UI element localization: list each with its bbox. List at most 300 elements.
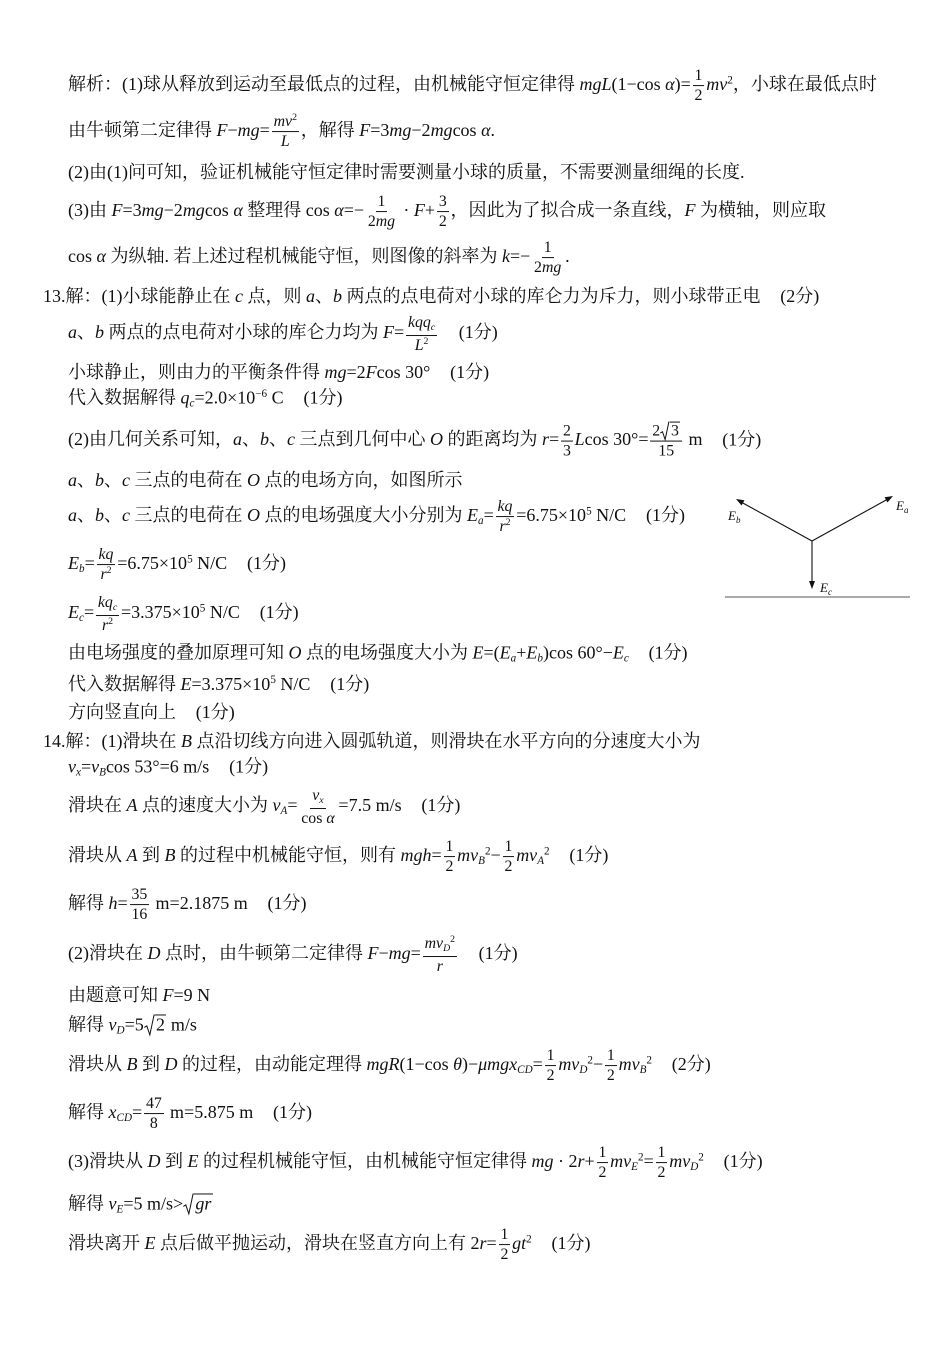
math-variable: A — [126, 845, 138, 866]
text-run: −2 — [163, 200, 183, 221]
text-run: = — [84, 553, 95, 574]
fraction-denominator — [532, 259, 563, 277]
text-run: = — [132, 1102, 143, 1123]
text-run: 三点的电荷在 — [130, 469, 247, 490]
fraction — [496, 498, 515, 536]
score-mark: (1分) — [450, 361, 490, 382]
math-variable: a — [233, 429, 242, 450]
score-mark: (1分) — [303, 387, 343, 408]
text-run: 2 — [445, 858, 454, 876]
text-run: = — [83, 602, 95, 623]
text-run: 代入数据解得 — [68, 673, 181, 694]
math-variable: mg — [389, 120, 412, 141]
math-variable: O — [430, 429, 443, 450]
math-variable: c — [122, 505, 130, 526]
solution-line — [68, 984, 210, 1007]
subscript: B — [639, 1064, 647, 1077]
field-label-eb-subscript: b — [735, 515, 741, 525]
text-run: 1 — [694, 67, 703, 85]
math-variable: L — [574, 429, 585, 450]
subscript: x — [76, 766, 81, 779]
text-run: 16 — [131, 906, 148, 924]
math-variable: mv — [558, 1054, 580, 1075]
radicand — [155, 1014, 167, 1035]
text-run: cos 53°=6 m/s — [105, 756, 210, 777]
math-variable: kqq — [407, 314, 431, 332]
text-run: N/C — [591, 505, 627, 526]
text-run: 3 — [562, 442, 571, 460]
text-run: )− — [461, 1054, 479, 1075]
solution-line — [68, 361, 489, 384]
text-run: m — [683, 429, 703, 450]
math-variable: O — [247, 469, 260, 490]
text-run: m=2.1875 m — [151, 893, 248, 914]
fraction-denominator — [656, 1164, 668, 1182]
text-run: 小球静止，则由力的平衡条件得 — [68, 361, 325, 382]
text-run: 的过程中机械能守恒，则有 — [175, 845, 401, 866]
solution-line — [68, 1095, 312, 1133]
text-run: 1 — [543, 239, 552, 257]
score-mark: (2分) — [671, 1054, 711, 1075]
superscript: 5 — [270, 674, 276, 687]
field-label-ea-subscript: a — [903, 505, 909, 515]
fraction-denominator — [561, 442, 573, 460]
math-variable: mv — [610, 1151, 632, 1172]
text-run: −2 — [411, 120, 431, 141]
fraction-denominator — [693, 87, 705, 105]
text-run: )= — [674, 74, 691, 95]
math-variable: mg — [237, 120, 260, 141]
fraction — [130, 886, 150, 924]
score-mark: (1分) — [267, 893, 307, 914]
text-run: m=5.875 m — [165, 1102, 254, 1123]
superscript: 2 — [423, 335, 429, 347]
math-variable: E — [467, 505, 478, 526]
math-variable: mg — [324, 361, 347, 382]
superscript: 2 — [544, 845, 550, 858]
text-run: 两点的点电荷对小球的库仑力为斥力，则小球带正电 — [342, 285, 761, 306]
score-mark: (1分) — [648, 642, 688, 663]
field-vector-eb — [736, 499, 812, 541]
fraction — [406, 314, 437, 354]
text-run: = — [483, 505, 494, 526]
math-variable: r — [542, 429, 550, 450]
math-variable: v — [108, 1193, 117, 1214]
text-run: 点沿切线方向进入圆弧轨道，则滑块在水平方向的分速度大小为 — [192, 730, 701, 751]
fraction-denominator — [366, 213, 397, 231]
text-run: 13.解：(1)小球能静止在 — [43, 285, 235, 306]
text-run: m/s — [166, 1014, 197, 1035]
text-run: 1 — [377, 193, 386, 211]
math-variable: r — [436, 957, 443, 975]
text-run: 1 — [657, 1144, 666, 1162]
superscript: 2 — [646, 1054, 652, 1067]
fraction-numerator — [272, 113, 299, 132]
text-run: − — [592, 1054, 604, 1075]
math-variable: α — [665, 74, 675, 95]
text-run: · 2 — [553, 1151, 578, 1172]
text-run: 2 — [606, 1067, 615, 1085]
math-variable: v — [68, 756, 76, 777]
fraction-denominator — [545, 1067, 557, 1085]
subscript: A — [280, 805, 288, 818]
fraction-numerator — [376, 193, 388, 212]
math-variable: L — [414, 336, 424, 354]
superscript: 5 — [199, 602, 206, 615]
fraction-denominator — [413, 336, 431, 354]
text-run: 点的速度大小为 — [137, 795, 273, 816]
text-run: 解得 — [68, 1102, 109, 1123]
score-mark: (1分) — [229, 756, 269, 777]
math-variable: D — [147, 1151, 161, 1172]
math-variable: mv — [618, 1054, 640, 1075]
math-variable: mg — [531, 1151, 554, 1172]
text-run: 1 — [606, 1047, 615, 1065]
solution-line — [68, 1013, 197, 1038]
math-variable: gr — [195, 1193, 212, 1214]
math-variable: b — [95, 322, 104, 343]
text-run: =3 — [122, 200, 142, 221]
math-variable: B — [126, 1054, 138, 1075]
text-run: =5 — [124, 1014, 144, 1035]
text-run: − — [227, 120, 238, 141]
text-run: 1 — [445, 838, 454, 856]
fraction-numerator — [406, 314, 437, 336]
text-run: 的过程，由动能定理得 — [177, 1054, 367, 1075]
superscript: 2 — [292, 112, 297, 124]
score-mark: (2分) — [780, 285, 820, 306]
radical-sign-icon — [660, 422, 670, 440]
math-variable: D — [147, 943, 161, 964]
radical-sign-icon — [144, 1014, 155, 1035]
text-run: =6.75×10 — [516, 505, 587, 526]
math-variable: E — [180, 673, 192, 694]
superscript: 2 — [727, 74, 733, 87]
solution-line — [68, 1144, 763, 1182]
math-variable: α — [326, 809, 335, 827]
fraction-denominator — [99, 566, 114, 584]
text-run: 三点的电荷在 — [130, 505, 247, 526]
field-label-eb-letter: E — [728, 508, 736, 523]
fraction — [96, 594, 119, 634]
fraction — [503, 838, 515, 876]
text-run: 两点的点电荷对小球的库仑力均为 — [104, 322, 383, 343]
math-variable: mg — [375, 213, 396, 231]
math-variable: α — [233, 200, 243, 221]
text-run: 点时，由牛顿第二定律得 — [160, 943, 368, 964]
field-label-eb — [727, 508, 741, 525]
math-variable: b — [260, 429, 269, 450]
fraction-denominator — [597, 1164, 609, 1182]
text-run: 2 — [504, 858, 513, 876]
math-variable: c — [235, 285, 243, 306]
subscript: E — [631, 1161, 638, 1174]
fraction-numerator — [310, 787, 325, 809]
solution-line — [68, 886, 307, 924]
score-mark: (1分) — [330, 673, 370, 694]
math-variable: mv — [706, 74, 728, 95]
fraction-denominator — [498, 518, 513, 536]
solution-line — [68, 755, 268, 780]
text-run: cos — [301, 809, 327, 827]
text-run: + — [424, 200, 436, 221]
solution-line — [43, 730, 701, 753]
math-variable: v — [272, 795, 281, 816]
math-variable: v — [312, 787, 320, 805]
text-run: =( — [483, 642, 500, 663]
score-mark: (1分) — [259, 602, 299, 623]
fraction-denominator — [605, 1067, 617, 1085]
text-run: 点的电场强度大小分别为 — [260, 505, 467, 526]
field-vector-ea — [812, 496, 893, 541]
subscript: D — [116, 1024, 125, 1037]
text-run: 、 — [77, 505, 95, 526]
math-variable: F — [216, 120, 228, 141]
text-run: (2)由(1)问可知，验证机械能守恒定律时需要测量小球的质量，不需要测量细绳的长度. — [68, 161, 745, 182]
text-run: 解得 — [68, 1193, 109, 1214]
text-run: 为横轴，则应取 — [695, 200, 827, 221]
math-variable: c — [287, 429, 295, 450]
math-variable: v — [91, 756, 100, 777]
text-run: =3.375×10 — [191, 673, 271, 694]
fraction — [97, 546, 116, 584]
text-run: 的距离均为 — [443, 429, 542, 450]
fraction-numerator — [444, 838, 456, 857]
math-variable: μmgx — [478, 1054, 518, 1075]
fraction-denominator — [435, 957, 445, 975]
text-run: 、 — [269, 429, 287, 450]
fraction-numerator — [437, 193, 449, 212]
text-run: 点，则 — [243, 285, 306, 306]
fraction-numerator — [96, 594, 119, 616]
text-run: + — [584, 1151, 595, 1172]
field-label-ec — [819, 580, 832, 597]
superscript: 2 — [505, 517, 511, 529]
superscript: 2 — [637, 1151, 644, 1164]
text-run: cos 30°= — [584, 429, 649, 450]
math-variable: E — [68, 602, 79, 623]
text-run: =7.5 m/s — [338, 795, 402, 816]
text-run: 1 — [598, 1144, 607, 1162]
text-run: cos — [204, 200, 234, 221]
solution-line — [68, 673, 369, 696]
fraction-denominator — [437, 213, 449, 231]
fraction-denominator — [656, 442, 676, 460]
field-label-ea — [895, 498, 909, 515]
math-variable: O — [247, 505, 260, 526]
subscript: B — [478, 855, 485, 868]
math-variable: E — [499, 642, 511, 663]
fraction-denominator — [130, 906, 150, 924]
field-label-ea-letter: E — [896, 498, 904, 513]
text-run: 2 — [500, 1246, 509, 1264]
solution-line — [68, 386, 342, 411]
subscript: x — [319, 794, 324, 806]
math-variable: mv — [424, 935, 444, 953]
fraction-numerator — [545, 1047, 557, 1066]
math-variable: F — [359, 120, 371, 141]
math-variable: B — [164, 845, 176, 866]
math-variable: mgL — [579, 74, 612, 95]
subscript: B — [99, 766, 106, 779]
solution-line — [68, 701, 235, 724]
solution-line — [68, 1047, 711, 1085]
superscript: 2 — [450, 934, 456, 946]
text-run: 滑块离开 — [68, 1233, 145, 1254]
text-run: 解得 — [68, 893, 109, 914]
solution-line — [68, 641, 688, 666]
field-vector-ec — [809, 541, 815, 589]
superscript: 2 — [587, 1054, 593, 1067]
subscript: D — [690, 1161, 699, 1174]
radicand — [670, 422, 680, 440]
fraction-denominator — [279, 133, 292, 151]
text-run: 3 — [438, 193, 447, 211]
fraction — [656, 1144, 668, 1182]
math-variable: a — [68, 469, 77, 490]
solution-line — [68, 1192, 213, 1217]
text-run: ，因此为了拟合成一条直线， — [450, 200, 685, 221]
math-variable: kq — [497, 498, 513, 516]
text-run: = — [643, 1151, 654, 1172]
fraction — [499, 1226, 511, 1264]
subscript: c — [79, 612, 84, 625]
text-run: 2 — [546, 1067, 555, 1085]
text-run: · — [398, 200, 414, 221]
solution-line — [43, 285, 819, 308]
fraction-numerator — [542, 239, 554, 258]
text-run: (3)滑块从 — [68, 1151, 148, 1172]
text-run: N/C — [275, 673, 311, 694]
text-run: =3.375×10 — [120, 602, 200, 623]
solution-line — [68, 239, 570, 277]
text-run: 14.解：(1)滑块在 — [43, 730, 181, 751]
text-run: =6.75×10 — [117, 553, 188, 574]
text-run: 滑块在 — [68, 795, 127, 816]
math-variable: F — [111, 200, 123, 221]
score-mark: (1分) — [421, 795, 461, 816]
solution-line — [68, 498, 685, 536]
text-run: 、 — [77, 469, 95, 490]
fraction-numerator — [499, 1226, 511, 1245]
field-label-ec-subscript: c — [827, 587, 832, 597]
text-run: . — [565, 246, 570, 267]
solution-line — [68, 787, 460, 827]
math-variable: r — [102, 616, 109, 634]
fraction-numerator — [605, 1047, 617, 1066]
math-variable: F — [367, 943, 379, 964]
text-run: 到 — [137, 845, 165, 866]
solution-line — [68, 1226, 591, 1264]
text-run: = — [394, 322, 405, 343]
text-run: 、 — [77, 322, 95, 343]
math-variable: F — [383, 322, 394, 343]
text-run: 解得 — [68, 1014, 109, 1035]
math-variable: v — [108, 1014, 117, 1035]
solution-line — [68, 193, 826, 231]
text-run: 滑块从 — [68, 1054, 127, 1075]
fraction — [299, 787, 336, 827]
math-variable: F — [684, 200, 696, 221]
text-run: 47 — [145, 1095, 162, 1113]
fraction — [545, 1047, 557, 1085]
math-variable: E — [612, 642, 624, 663]
text-run: 点的电场方向，如图所示 — [260, 469, 463, 490]
score-mark: (1分) — [195, 701, 235, 722]
score-mark: (1分) — [723, 1151, 763, 1172]
math-variable: F — [162, 984, 174, 1005]
superscript: −6 — [255, 387, 268, 400]
math-variable: E — [144, 1233, 156, 1254]
fraction-numerator — [561, 422, 573, 441]
field-label-ec-letter: E — [820, 580, 828, 595]
electric-field-diagram — [720, 485, 920, 605]
radicand — [194, 1193, 213, 1214]
fraction-denominator — [148, 1115, 160, 1133]
text-run: = — [410, 943, 421, 964]
fraction-numerator — [496, 498, 515, 517]
text-run: (2)滑块在 — [68, 943, 148, 964]
math-variable: F — [365, 361, 377, 382]
score-mark: (1分) — [273, 1102, 312, 1123]
text-run: =2 — [346, 361, 366, 382]
text-run: − — [490, 845, 501, 866]
text-run: 、 — [242, 429, 260, 450]
text-run: 代入数据解得 — [68, 387, 181, 408]
text-run: 由电场强度的叠加原理可知 — [68, 642, 289, 663]
text-run: 到 — [160, 1151, 188, 1172]
text-run: 2 — [598, 1164, 607, 1182]
math-variable: mg — [388, 943, 411, 964]
math-variable: b — [333, 285, 342, 306]
score-mark: (1分) — [722, 429, 762, 450]
text-run: 解析：(1)球从释放到运动至最低点的过程，由机械能守恒定律得 — [68, 74, 580, 95]
math-variable: q — [180, 387, 190, 408]
text-run: cos 30° — [376, 361, 431, 382]
math-variable: x — [108, 1102, 117, 1123]
text-run: 1 — [546, 1047, 555, 1065]
square-root — [660, 422, 680, 440]
math-variable: O — [288, 642, 302, 663]
math-variable: mv — [669, 1151, 691, 1172]
text-run: 8 — [149, 1115, 158, 1133]
text-run: ，小球在最低点时 — [732, 74, 877, 95]
text-run: 15 — [658, 443, 675, 460]
subscript: c — [430, 321, 436, 333]
subscript: c — [112, 601, 118, 613]
math-variable: α — [481, 120, 491, 141]
math-variable: mg — [541, 259, 562, 277]
score-mark: (1分) — [645, 505, 685, 526]
text-run: 到 — [137, 1054, 165, 1075]
solution-line — [68, 161, 744, 184]
math-variable: kq — [98, 546, 114, 564]
text-run: + — [516, 642, 527, 663]
math-variable: gt — [512, 1233, 527, 1254]
solution-line — [68, 469, 463, 492]
fraction-numerator — [597, 1144, 609, 1163]
fraction — [561, 422, 573, 460]
fraction — [366, 193, 397, 231]
text-run: =3 — [370, 120, 390, 141]
text-run: 3 — [670, 422, 679, 440]
superscript: 2 — [106, 565, 112, 577]
text-run: =9 N — [173, 984, 211, 1005]
math-variable: F — [413, 200, 425, 221]
text-run: =2.0×10 — [194, 387, 256, 408]
solution-line — [68, 314, 498, 354]
text-run: = — [117, 893, 128, 914]
